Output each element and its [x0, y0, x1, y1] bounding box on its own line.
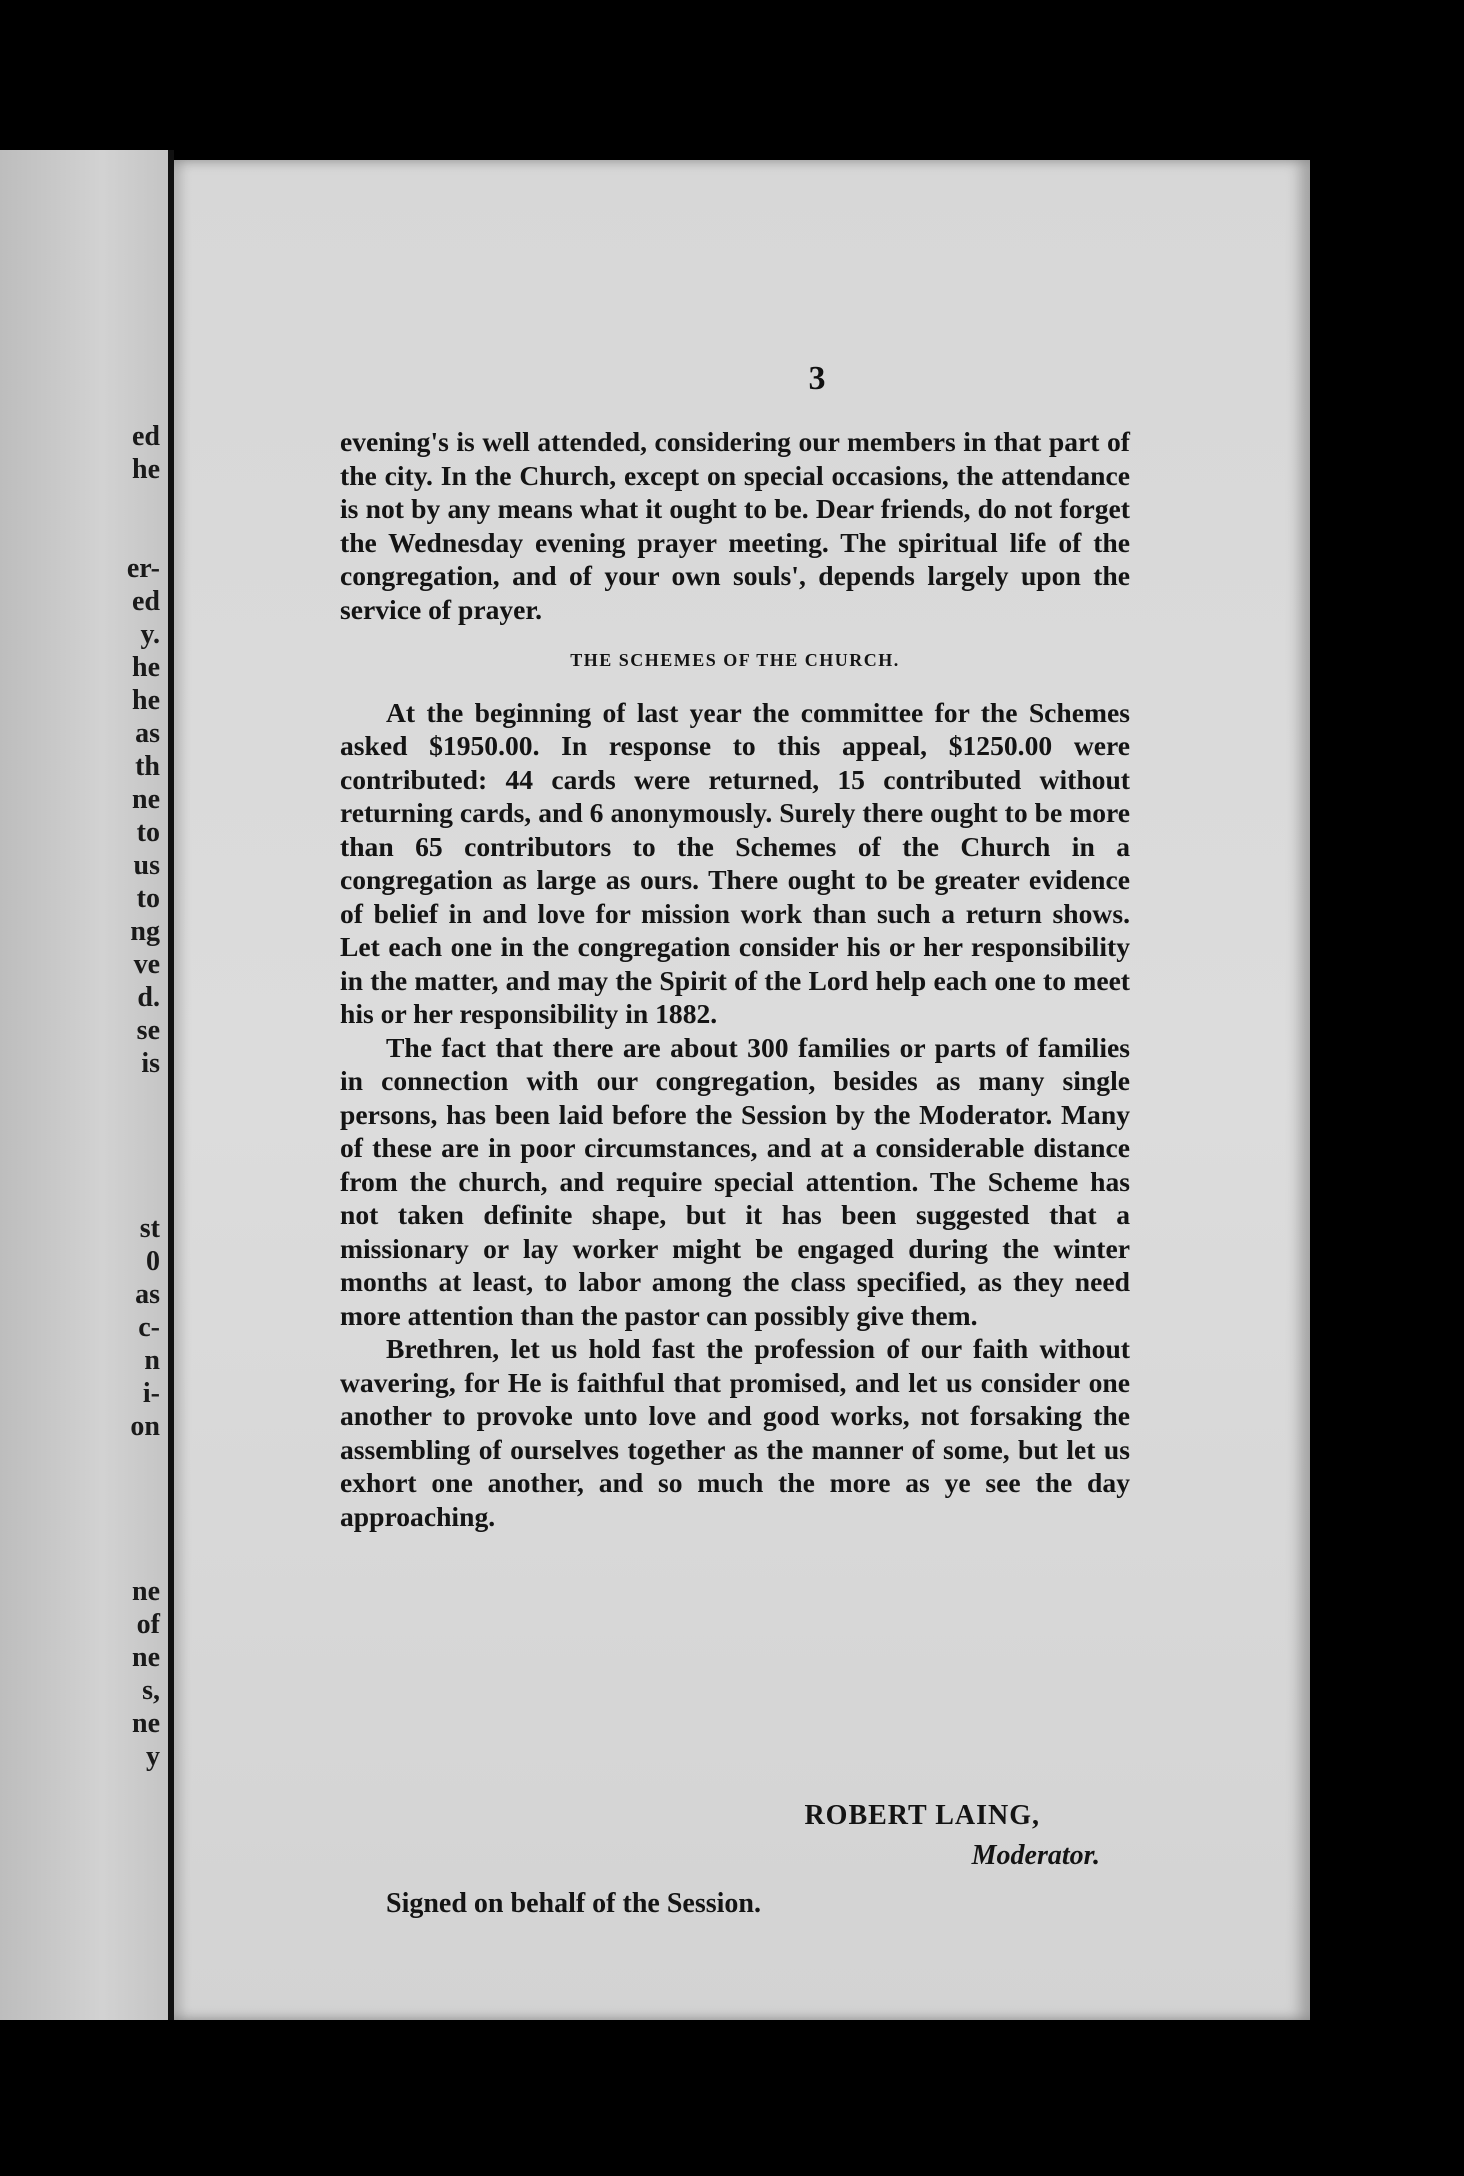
- paragraph-exhortation: Brethren, let us hold fast the profession of our faith without wavering, for He is faithful that promised, and let us consider one another to provoke unto love and good works, not forsaking the assembling of ourselves together as the manner of some, but let us exhort one another, and so much the more as ye see the day approaching.: [340, 1333, 1130, 1532]
- previous-page-line-ending: [100, 486, 160, 519]
- previous-page-line-ending: c-: [138, 1312, 160, 1343]
- previous-page-line-ending: [100, 1146, 160, 1179]
- previous-page-line-ending: s,: [142, 1675, 160, 1706]
- signature-name: ROBERT LAING,: [804, 1800, 1040, 1831]
- previous-page-line-endings: [100, 420, 160, 1773]
- page-number: 3: [808, 360, 826, 397]
- paragraph-schemes: At the beginning of last year the committee for the Schemes asked $1950.00. In response to this appeal, $1250.00 were contributed: 44 cards were returned, 15 contributed without returning cards, and 6 anonymously. Surely there ought to be more than 65 contributors to the Schemes of the Church in a congregation as large as ours. There ought to be greater evidence of belief in and love for mission work than such a return shows. Let each one in the congregation consider his or her responsibility in the matter, and may the Spirit of the Lord help each one to meet his or her responsibility in 1882.: [340, 696, 1130, 1029]
- previous-page-line-ending: er-: [126, 553, 160, 584]
- previous-page-line-ending: he: [132, 652, 160, 683]
- previous-page-line-ending: i-: [142, 1378, 160, 1409]
- previous-page-line-ending: ne: [132, 784, 160, 815]
- previous-page-line-ending: as: [135, 718, 160, 749]
- previous-page-line-ending: [100, 519, 160, 552]
- previous-page-line-ending: st: [139, 1213, 160, 1244]
- previous-page-line-ending: is: [141, 1048, 160, 1079]
- previous-page-line-ending: to: [136, 883, 160, 914]
- previous-page-line-ending: [100, 1476, 160, 1509]
- previous-page-line-ending: ne: [132, 1708, 160, 1739]
- previous-page-line-ending: 0: [146, 1246, 160, 1277]
- previous-page-line-ending: th: [135, 751, 160, 782]
- previous-page-line-ending: as: [135, 1279, 160, 1310]
- previous-page-line-ending: d.: [137, 982, 160, 1013]
- previous-page-line-ending: y: [146, 1741, 160, 1772]
- previous-page-line-ending: [100, 1509, 160, 1542]
- signature-title: Moderator.: [971, 1840, 1100, 1871]
- previous-page-line-ending: ed: [132, 586, 160, 617]
- previous-page-line-ending: ne: [132, 1642, 160, 1673]
- previous-page-line-ending: ne: [132, 1576, 160, 1607]
- signature-block: [340, 1800, 1130, 1930]
- previous-page-line-ending: ng: [130, 916, 160, 947]
- previous-page-line-ending: us: [133, 850, 160, 881]
- previous-page-line-ending: y.: [140, 619, 160, 650]
- previous-page-line-ending: [100, 1542, 160, 1575]
- opening-paragraph: evening's is well attended, considering our members in that part of the city. In the Church, except on special occasions, the attendance is not by any means what it ought to be. Dear friends, do not forget the Wednesday evening prayer meeting. The spiritual life of the congregation, and of your own souls', depends largely upon the service of prayer.: [340, 426, 1130, 625]
- previous-page-fragment: [0, 150, 170, 2020]
- previous-page-line-ending: n: [144, 1345, 160, 1376]
- previous-page-line-ending: [100, 1179, 160, 1212]
- paragraph-families: The fact that there are about 300 families or parts of families in connection with our congregation, besides as many single persons, has been laid before the Session by the Moderator. Many of these are in poor circumstances, and at a considerable distance from the church, and require special attention. The Scheme has not taken definite shape, but it has been suggested that a missionary or lay worker might be engaged during the winter months at least, to labor among the class specified, as they need more attention than the pastor can possibly give them.: [340, 1031, 1130, 1331]
- previous-page-line-ending: he: [132, 685, 160, 716]
- document-page: [174, 160, 1310, 2020]
- previous-page-line-ending: ve: [133, 949, 160, 980]
- previous-page-line-ending: [100, 1113, 160, 1146]
- previous-page-line-ending: to: [136, 817, 160, 848]
- previous-page-line-ending: of: [136, 1609, 160, 1640]
- previous-page-line-ending: [100, 1080, 160, 1113]
- previous-page-line-ending: on: [130, 1411, 160, 1442]
- previous-page-line-ending: he: [132, 454, 160, 485]
- previous-page-line-ending: [100, 1443, 160, 1476]
- previous-page-line-ending: ed: [132, 421, 160, 452]
- previous-page-line-ending: se: [136, 1015, 160, 1046]
- section-heading: THE SCHEMES OF THE CHURCH.: [570, 650, 900, 670]
- body-text: [340, 425, 1130, 1533]
- signed-note: Signed on behalf of the Session.: [386, 1888, 761, 1919]
